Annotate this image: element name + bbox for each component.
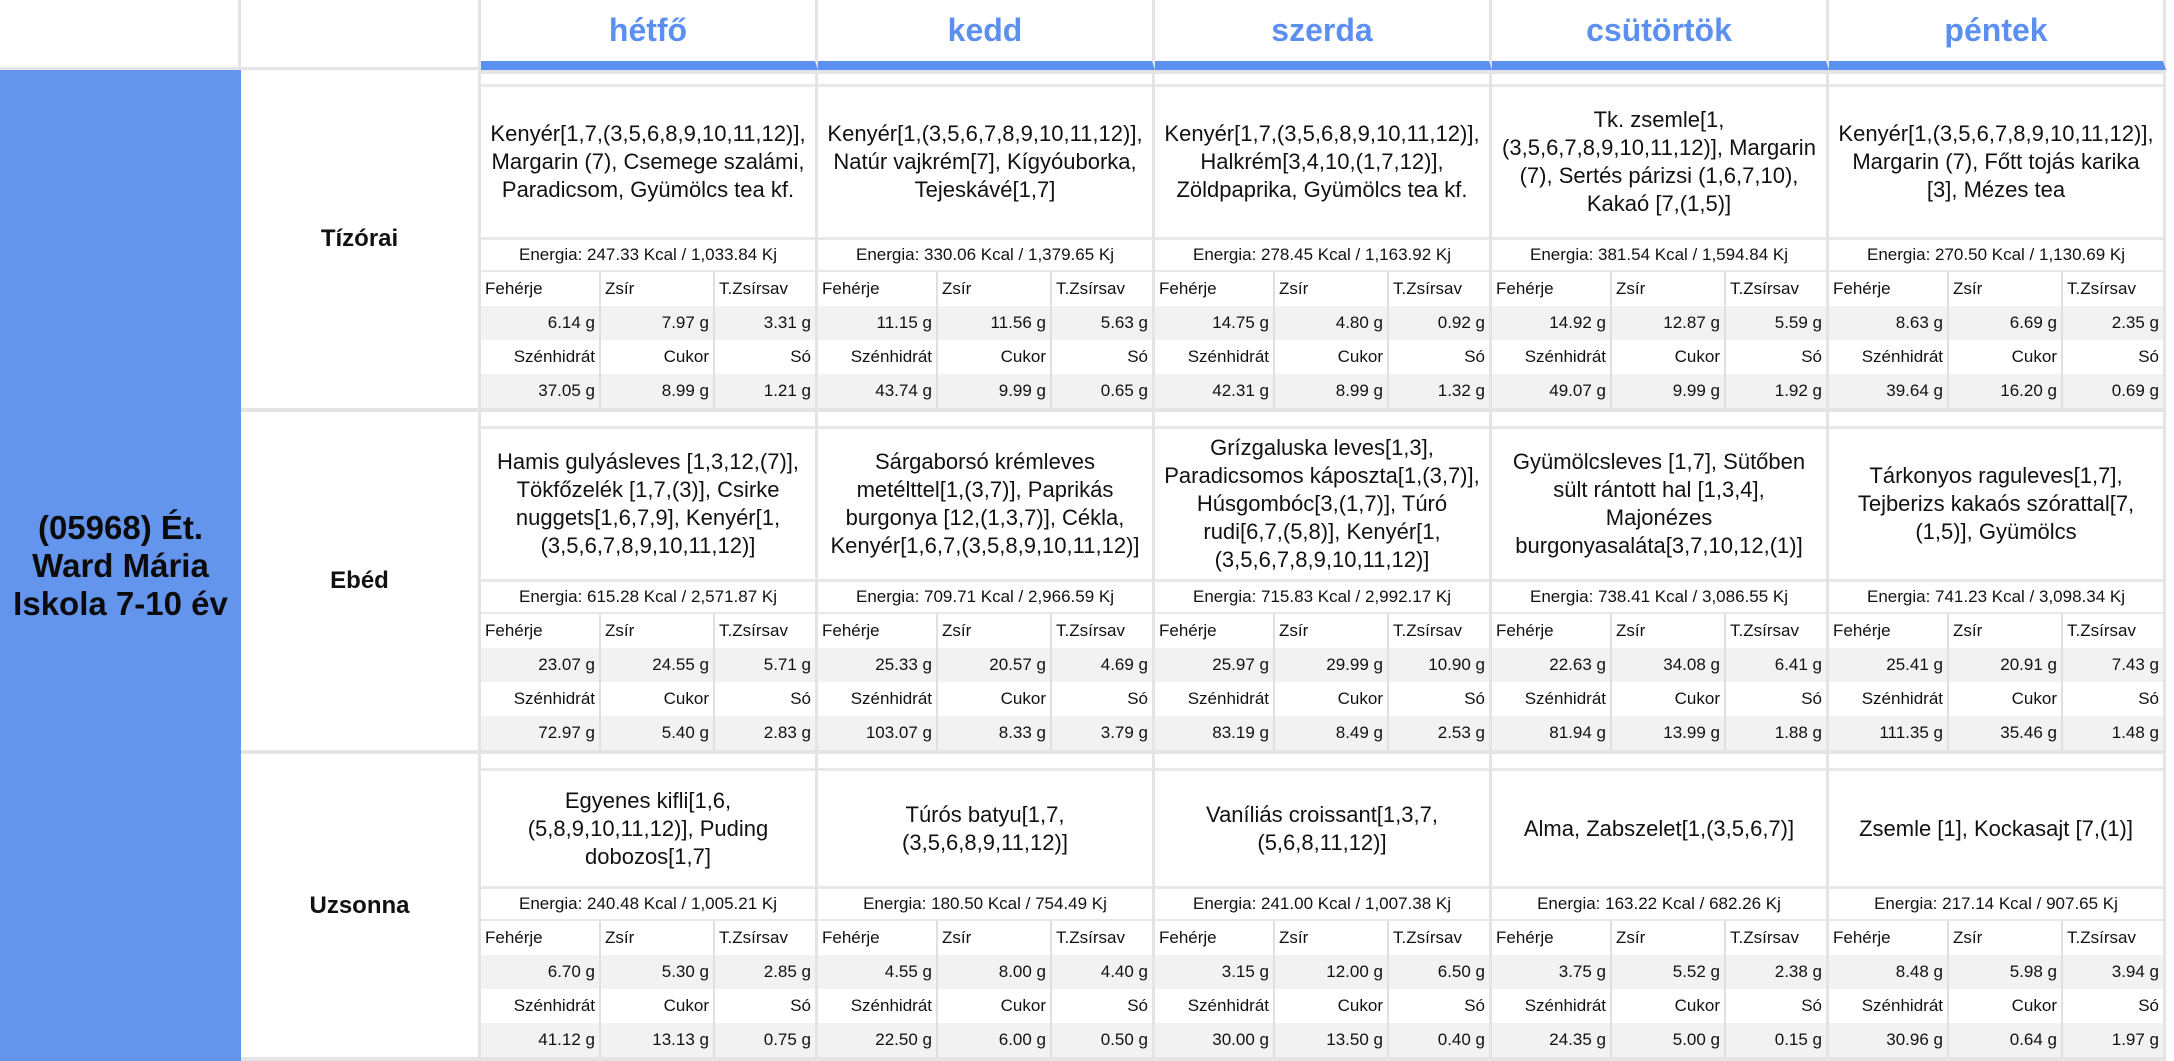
- protein-value: 3.75 g: [1492, 955, 1612, 989]
- meal-label-tizorai: Tízórai: [241, 70, 481, 412]
- protein-label: Fehérje: [818, 614, 938, 648]
- fat-value: 6.69 g: [1949, 306, 2063, 340]
- sugar-label: Cukor: [1612, 340, 1726, 374]
- energy-text: Energia: 738.41 Kcal / 3,086.55 Kj: [1492, 582, 1826, 614]
- protein-label: Fehérje: [481, 921, 601, 955]
- satfat-label: T.Zsírsav: [1726, 921, 1826, 955]
- protein-label: Fehérje: [818, 272, 938, 306]
- dish-text: Kenyér[1,(3,5,6,7,8,9,10,11,12)], Margarin (7), Főtt tojás karika [3], Mézes tea: [1829, 84, 2163, 240]
- nutrient-grid: [1492, 614, 1826, 750]
- protein-value: 3.15 g: [1155, 955, 1275, 989]
- salt-value: 1.21 g: [715, 374, 815, 408]
- protein-label: Fehérje: [1492, 614, 1612, 648]
- salt-value: 2.83 g: [715, 716, 815, 750]
- fat-label: Zsír: [1949, 921, 2063, 955]
- sugar-label: Cukor: [1949, 989, 2063, 1023]
- fat-value: 4.80 g: [1275, 306, 1389, 340]
- satfat-label: T.Zsírsav: [2063, 272, 2163, 306]
- meal-cell-0-2: [1155, 70, 1492, 412]
- protein-value: 22.63 g: [1492, 648, 1612, 682]
- nutrient-grid: [481, 272, 815, 408]
- fat-label: Zsír: [1612, 921, 1726, 955]
- nutrient-grid: [1155, 614, 1489, 750]
- carb-label: Szénhidrát: [818, 682, 938, 716]
- satfat-label: T.Zsírsav: [715, 614, 815, 648]
- dish-text: Túrós batyu[1,7,(3,5,6,8,9,11,12)]: [818, 768, 1152, 889]
- satfat-value: 6.41 g: [1726, 648, 1826, 682]
- carb-value: 39.64 g: [1829, 374, 1949, 408]
- sugar-value: 13.13 g: [601, 1023, 715, 1057]
- satfat-value: 6.50 g: [1389, 955, 1489, 989]
- carb-value: 42.31 g: [1155, 374, 1275, 408]
- fat-label: Zsír: [601, 921, 715, 955]
- fat-label: Zsír: [938, 921, 1052, 955]
- satfat-label: T.Zsírsav: [1389, 272, 1489, 306]
- fat-label: Zsír: [1612, 272, 1726, 306]
- fat-value: 11.56 g: [938, 306, 1052, 340]
- protein-value: 14.92 g: [1492, 306, 1612, 340]
- carb-label: Szénhidrát: [481, 340, 601, 374]
- dish-text: Sárgaborsó krémleves metélttel[1,(3,7)], Paprikás burgonya [12,(1,3,7)], Cékla, Kenyér[1,6,7,(3,5,8,9,10,11,12)]: [818, 426, 1152, 582]
- carb-value: 83.19 g: [1155, 716, 1275, 750]
- salt-value: 1.88 g: [1726, 716, 1826, 750]
- satfat-value: 7.43 g: [2063, 648, 2163, 682]
- dish-text: Tk. zsemle[1,(3,5,6,7,8,9,10,11,12)], Margarin (7), Sertés párizsi (1,6,7,10), Kakaó [7,(1,5)]: [1492, 84, 1826, 240]
- satfat-label: T.Zsírsav: [1389, 921, 1489, 955]
- protein-value: 8.48 g: [1829, 955, 1949, 989]
- energy-text: Energia: 241.00 Kcal / 1,007.38 Kj: [1155, 889, 1489, 921]
- fat-label: Zsír: [601, 614, 715, 648]
- salt-label: Só: [1726, 682, 1826, 716]
- fat-value: 12.87 g: [1612, 306, 1726, 340]
- meal-cell-2-0: [481, 754, 818, 1061]
- salt-label: Só: [715, 682, 815, 716]
- fat-value: 20.91 g: [1949, 648, 2063, 682]
- carb-label: Szénhidrát: [481, 989, 601, 1023]
- meal-cell-2-1: [818, 754, 1155, 1061]
- carb-value: 49.07 g: [1492, 374, 1612, 408]
- salt-label: Só: [1052, 682, 1152, 716]
- day-header-tuesday: kedd: [818, 0, 1155, 70]
- dish-text: Kenyér[1,7,(3,5,6,8,9,10,11,12)], Halkrém[3,4,10,(1,7,12)], Zöldpaprika, Gyümölcs tea kf.: [1155, 84, 1489, 240]
- protein-label: Fehérje: [1492, 272, 1612, 306]
- salt-value: 1.97 g: [2063, 1023, 2163, 1057]
- protein-value: 6.70 g: [481, 955, 601, 989]
- satfat-value: 5.71 g: [715, 648, 815, 682]
- protein-label: Fehérje: [818, 921, 938, 955]
- protein-value: 25.33 g: [818, 648, 938, 682]
- sugar-value: 13.99 g: [1612, 716, 1726, 750]
- nutrient-grid: [1492, 272, 1826, 408]
- salt-label: Só: [2063, 682, 2163, 716]
- dish-text: Zsemle [1], Kockasajt [7,(1)]: [1829, 768, 2163, 889]
- energy-text: Energia: 163.22 Kcal / 682.26 Kj: [1492, 889, 1826, 921]
- protein-value: 14.75 g: [1155, 306, 1275, 340]
- energy-text: Energia: 217.14 Kcal / 907.65 Kj: [1829, 889, 2163, 921]
- sugar-label: Cukor: [1949, 340, 2063, 374]
- salt-value: 0.69 g: [2063, 374, 2163, 408]
- fat-value: 12.00 g: [1275, 955, 1389, 989]
- sugar-label: Cukor: [938, 989, 1052, 1023]
- fat-value: 5.98 g: [1949, 955, 2063, 989]
- dish-text: Tárkonyos raguleves[1,7], Tejberizs kakaós szórattal[7,(1,5)], Gyümölcs: [1829, 426, 2163, 582]
- school-name: (05968) Ét. Ward Mária Iskola 7-10 év: [0, 70, 241, 1061]
- meal-cell-0-4: [1829, 70, 2166, 412]
- sugar-label: Cukor: [1949, 682, 2063, 716]
- fat-value: 29.99 g: [1275, 648, 1389, 682]
- salt-label: Só: [2063, 340, 2163, 374]
- fat-label: Zsír: [1275, 614, 1389, 648]
- satfat-label: T.Zsírsav: [1052, 921, 1152, 955]
- satfat-label: T.Zsírsav: [1389, 614, 1489, 648]
- dish-text: Gyümölcsleves [1,7], Sütőben sült rántott hal [1,3,4], Majonézes burgonyasaláta[3,7,10,12,(1)]: [1492, 426, 1826, 582]
- meal-cell-2-2: [1155, 754, 1492, 1061]
- corner-cell-2: [241, 0, 481, 70]
- energy-text: Energia: 615.28 Kcal / 2,571.87 Kj: [481, 582, 815, 614]
- satfat-label: T.Zsírsav: [2063, 614, 2163, 648]
- satfat-label: T.Zsírsav: [715, 921, 815, 955]
- salt-value: 1.92 g: [1726, 374, 1826, 408]
- carb-label: Szénhidrát: [1829, 989, 1949, 1023]
- day-header-monday: hétfő: [481, 0, 818, 70]
- sugar-value: 5.00 g: [1612, 1023, 1726, 1057]
- protein-value: 6.14 g: [481, 306, 601, 340]
- meal-cell-1-0: [481, 412, 818, 754]
- protein-label: Fehérje: [1155, 614, 1275, 648]
- salt-label: Só: [1726, 340, 1826, 374]
- satfat-value: 4.69 g: [1052, 648, 1152, 682]
- carb-label: Szénhidrát: [818, 989, 938, 1023]
- salt-value: 0.65 g: [1052, 374, 1152, 408]
- carb-label: Szénhidrát: [1829, 340, 1949, 374]
- protein-label: Fehérje: [1829, 272, 1949, 306]
- carb-label: Szénhidrát: [481, 682, 601, 716]
- dish-text: Grízgaluska leves[1,3], Paradicsomos káposzta[1,(3,7)], Húsgombóc[3,(1,7)], Túró rudi[6,7,(5,8)], Kenyér[1,(3,5,6,7,8,9,10,11,12)]: [1155, 426, 1489, 582]
- carb-value: 111.35 g: [1829, 716, 1949, 750]
- dish-text: Alma, Zabszelet[1,(3,5,6,7)]: [1492, 768, 1826, 889]
- carb-label: Szénhidrát: [1492, 989, 1612, 1023]
- salt-label: Só: [1052, 340, 1152, 374]
- nutrient-grid: [1829, 614, 2163, 750]
- satfat-value: 3.94 g: [2063, 955, 2163, 989]
- fat-value: 24.55 g: [601, 648, 715, 682]
- salt-value: 0.75 g: [715, 1023, 815, 1057]
- carb-label: Szénhidrát: [1155, 340, 1275, 374]
- protein-label: Fehérje: [1492, 921, 1612, 955]
- meal-cell-1-4: [1829, 412, 2166, 754]
- carb-label: Szénhidrát: [818, 340, 938, 374]
- satfat-label: T.Zsírsav: [1052, 614, 1152, 648]
- protein-label: Fehérje: [1155, 921, 1275, 955]
- carb-label: Szénhidrát: [1492, 682, 1612, 716]
- protein-label: Fehérje: [1155, 272, 1275, 306]
- salt-value: 2.53 g: [1389, 716, 1489, 750]
- protein-value: 8.63 g: [1829, 306, 1949, 340]
- salt-value: 0.40 g: [1389, 1023, 1489, 1057]
- energy-text: Energia: 381.54 Kcal / 1,594.84 Kj: [1492, 240, 1826, 272]
- meal-label-uzsonna: Uzsonna: [241, 754, 481, 1061]
- fat-label: Zsír: [601, 272, 715, 306]
- energy-text: Energia: 240.48 Kcal / 1,005.21 Kj: [481, 889, 815, 921]
- fat-label: Zsír: [1949, 614, 2063, 648]
- meal-cell-0-1: [818, 70, 1155, 412]
- nutrient-grid: [1155, 272, 1489, 408]
- salt-label: Só: [715, 989, 815, 1023]
- nutrient-grid: [481, 614, 815, 750]
- sugar-value: 9.99 g: [938, 374, 1052, 408]
- meal-cell-2-3: [1492, 754, 1829, 1061]
- meal-cell-1-1: [818, 412, 1155, 754]
- dish-text: Hamis gulyásleves [1,3,12,(7)], Tökfőzelék [1,7,(3)], Csirke nuggets[1,6,7,9], Kenyér[1,(3,5,6,7,8,9,10,11,12)]: [481, 426, 815, 582]
- carb-value: 103.07 g: [818, 716, 938, 750]
- carb-label: Szénhidrát: [1155, 682, 1275, 716]
- dish-text: Kenyér[1,7,(3,5,6,8,9,10,11,12)], Margarin (7), Csemege szalámi, Paradicsom, Gyümölcs tea kf.: [481, 84, 815, 240]
- meal-cell-0-0: [481, 70, 818, 412]
- energy-text: Energia: 270.50 Kcal / 1,130.69 Kj: [1829, 240, 2163, 272]
- protein-label: Fehérje: [481, 272, 601, 306]
- satfat-value: 5.63 g: [1052, 306, 1152, 340]
- sugar-label: Cukor: [938, 340, 1052, 374]
- day-header-friday: péntek: [1829, 0, 2166, 70]
- dish-text: Vaníliás croissant[1,3,7,(5,6,8,11,12)]: [1155, 768, 1489, 889]
- salt-value: 0.50 g: [1052, 1023, 1152, 1057]
- sugar-label: Cukor: [601, 682, 715, 716]
- sugar-label: Cukor: [1612, 989, 1726, 1023]
- energy-text: Energia: 741.23 Kcal / 3,098.34 Kj: [1829, 582, 2163, 614]
- sugar-label: Cukor: [1275, 989, 1389, 1023]
- carb-value: 30.96 g: [1829, 1023, 1949, 1057]
- meal-cell-0-3: [1492, 70, 1829, 412]
- energy-text: Energia: 247.33 Kcal / 1,033.84 Kj: [481, 240, 815, 272]
- sugar-label: Cukor: [1275, 340, 1389, 374]
- sugar-value: 35.46 g: [1949, 716, 2063, 750]
- nutrient-grid: [1155, 921, 1489, 1057]
- salt-label: Só: [2063, 989, 2163, 1023]
- salt-value: 0.15 g: [1726, 1023, 1826, 1057]
- fat-label: Zsír: [1612, 614, 1726, 648]
- energy-text: Energia: 180.50 Kcal / 754.49 Kj: [818, 889, 1152, 921]
- sugar-value: 13.50 g: [1275, 1023, 1389, 1057]
- dish-text: Egyenes kifli[1,6,(5,8,9,10,11,12)], Puding dobozos[1,7]: [481, 768, 815, 889]
- sugar-label: Cukor: [938, 682, 1052, 716]
- protein-label: Fehérje: [481, 614, 601, 648]
- carb-value: 37.05 g: [481, 374, 601, 408]
- sugar-value: 8.49 g: [1275, 716, 1389, 750]
- fat-label: Zsír: [938, 272, 1052, 306]
- fat-value: 34.08 g: [1612, 648, 1726, 682]
- fat-label: Zsír: [1275, 921, 1389, 955]
- nutrient-grid: [818, 921, 1152, 1057]
- protein-value: 25.41 g: [1829, 648, 1949, 682]
- day-header-wednesday: szerda: [1155, 0, 1492, 70]
- sugar-label: Cukor: [601, 989, 715, 1023]
- fat-label: Zsír: [1949, 272, 2063, 306]
- fat-value: 7.97 g: [601, 306, 715, 340]
- satfat-value: 2.38 g: [1726, 955, 1826, 989]
- salt-label: Só: [715, 340, 815, 374]
- sugar-label: Cukor: [1612, 682, 1726, 716]
- dish-text: Kenyér[1,(3,5,6,7,8,9,10,11,12)], Natúr vajkrém[7], Kígyóuborka, Tejeskávé[1,7]: [818, 84, 1152, 240]
- sugar-value: 8.99 g: [601, 374, 715, 408]
- carb-value: 72.97 g: [481, 716, 601, 750]
- energy-text: Energia: 715.83 Kcal / 2,992.17 Kj: [1155, 582, 1489, 614]
- meal-cell-1-3: [1492, 412, 1829, 754]
- salt-label: Só: [1389, 682, 1489, 716]
- carb-label: Szénhidrát: [1829, 682, 1949, 716]
- carb-value: 41.12 g: [481, 1023, 601, 1057]
- fat-value: 20.57 g: [938, 648, 1052, 682]
- protein-value: 25.97 g: [1155, 648, 1275, 682]
- satfat-value: 3.31 g: [715, 306, 815, 340]
- meal-cell-2-4: [1829, 754, 2166, 1061]
- corner-cell: [0, 0, 241, 70]
- satfat-label: T.Zsírsav: [1726, 272, 1826, 306]
- sugar-value: 8.99 g: [1275, 374, 1389, 408]
- salt-value: 3.79 g: [1052, 716, 1152, 750]
- fat-value: 8.00 g: [938, 955, 1052, 989]
- salt-label: Só: [1726, 989, 1826, 1023]
- meal-label-ebed: Ebéd: [241, 412, 481, 754]
- salt-value: 1.32 g: [1389, 374, 1489, 408]
- satfat-value: 10.90 g: [1389, 648, 1489, 682]
- energy-text: Energia: 709.71 Kcal / 2,966.59 Kj: [818, 582, 1152, 614]
- carb-value: 22.50 g: [818, 1023, 938, 1057]
- satfat-label: T.Zsírsav: [1726, 614, 1826, 648]
- satfat-value: 2.85 g: [715, 955, 815, 989]
- satfat-value: 2.35 g: [2063, 306, 2163, 340]
- satfat-label: T.Zsírsav: [1052, 272, 1152, 306]
- satfat-label: T.Zsírsav: [2063, 921, 2163, 955]
- fat-label: Zsír: [938, 614, 1052, 648]
- fat-label: Zsír: [1275, 272, 1389, 306]
- satfat-label: T.Zsírsav: [715, 272, 815, 306]
- salt-label: Só: [1052, 989, 1152, 1023]
- sugar-value: 5.40 g: [601, 716, 715, 750]
- protein-label: Fehérje: [1829, 614, 1949, 648]
- protein-value: 11.15 g: [818, 306, 938, 340]
- carb-value: 43.74 g: [818, 374, 938, 408]
- sugar-value: 8.33 g: [938, 716, 1052, 750]
- protein-value: 23.07 g: [481, 648, 601, 682]
- carb-value: 24.35 g: [1492, 1023, 1612, 1057]
- nutrient-grid: [1829, 272, 2163, 408]
- sugar-value: 9.99 g: [1612, 374, 1726, 408]
- protein-value: 4.55 g: [818, 955, 938, 989]
- sugar-label: Cukor: [1275, 682, 1389, 716]
- fat-value: 5.30 g: [601, 955, 715, 989]
- nutrient-grid: [1492, 921, 1826, 1057]
- day-header-thursday: csütörtök: [1492, 0, 1829, 70]
- salt-label: Só: [1389, 989, 1489, 1023]
- nutrient-grid: [818, 272, 1152, 408]
- satfat-value: 4.40 g: [1052, 955, 1152, 989]
- carb-value: 81.94 g: [1492, 716, 1612, 750]
- salt-label: Só: [1389, 340, 1489, 374]
- sugar-label: Cukor: [601, 340, 715, 374]
- nutrient-grid: [1829, 921, 2163, 1057]
- satfat-value: 0.92 g: [1389, 306, 1489, 340]
- sugar-value: 6.00 g: [938, 1023, 1052, 1057]
- carb-label: Szénhidrát: [1155, 989, 1275, 1023]
- salt-value: 1.48 g: [2063, 716, 2163, 750]
- nutrient-grid: [481, 921, 815, 1057]
- energy-text: Energia: 278.45 Kcal / 1,163.92 Kj: [1155, 240, 1489, 272]
- protein-label: Fehérje: [1829, 921, 1949, 955]
- nutrient-grid: [818, 614, 1152, 750]
- sugar-value: 16.20 g: [1949, 374, 2063, 408]
- satfat-value: 5.59 g: [1726, 306, 1826, 340]
- sugar-value: 0.64 g: [1949, 1023, 2063, 1057]
- carb-label: Szénhidrát: [1492, 340, 1612, 374]
- meal-cell-1-2: [1155, 412, 1492, 754]
- energy-text: Energia: 330.06 Kcal / 1,379.65 Kj: [818, 240, 1152, 272]
- carb-value: 30.00 g: [1155, 1023, 1275, 1057]
- fat-value: 5.52 g: [1612, 955, 1726, 989]
